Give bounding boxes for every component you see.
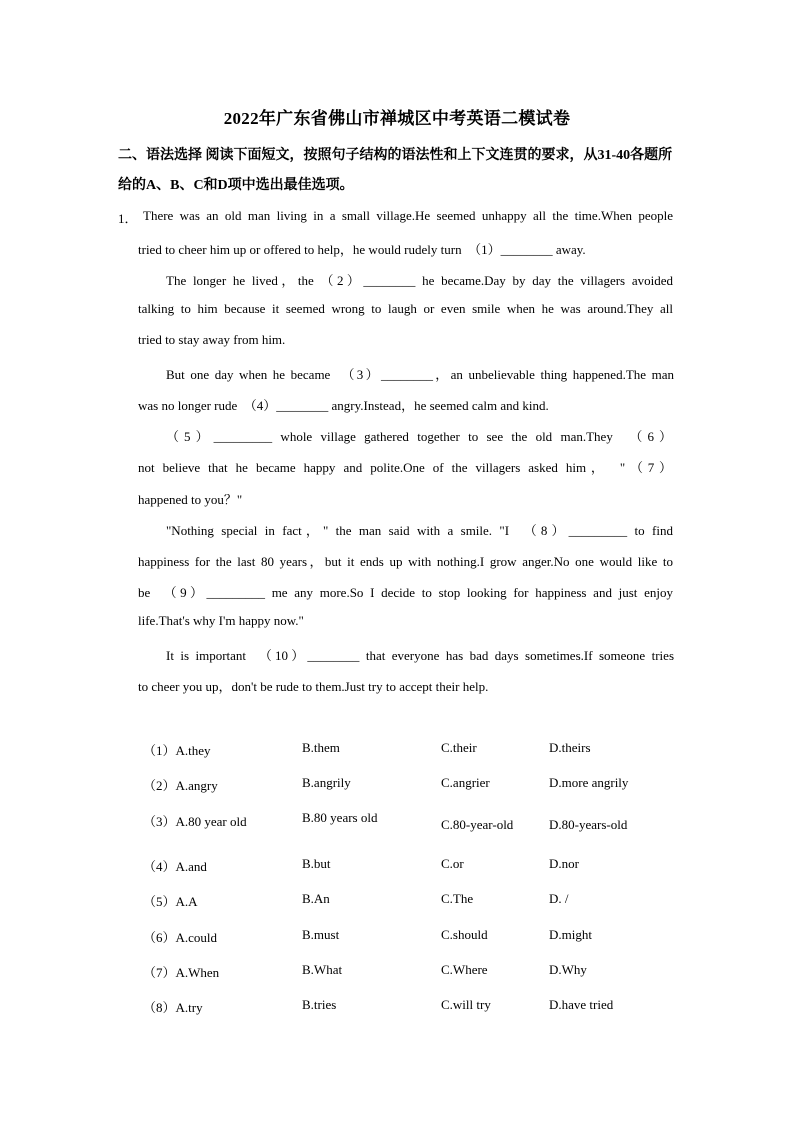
option-2b: B.angrily bbox=[302, 775, 351, 790]
option-4b: B.but bbox=[302, 856, 331, 871]
option-2d: D.more angrily bbox=[549, 775, 629, 790]
option-7d: D.Why bbox=[549, 962, 587, 977]
option-7b: B.What bbox=[302, 962, 343, 977]
option-3c: C.80-year-old bbox=[441, 817, 514, 832]
passage-line: （5）_________ whole village gathered together to see the old man.They （6） bbox=[166, 429, 672, 444]
option-8b: B.tries bbox=[302, 997, 337, 1012]
passage-line: happiness for the last 80 years，but it ends up with nothing.I grow anger.No one would like to bbox=[138, 554, 673, 569]
passage-line: not believe that he became happy and polite.One of the villagers asked him， "（7） bbox=[138, 460, 672, 475]
option-8a: （8）A.try bbox=[143, 1000, 203, 1015]
option-4d: D.nor bbox=[549, 856, 579, 871]
page-title: 2022年广东省佛山市禅城区中考英语二模试卷 bbox=[223, 109, 571, 128]
option-3b: B.80 years old bbox=[302, 810, 378, 825]
passage-line: But one day when he became （3）________，an unbelievable thing happened.The man bbox=[166, 367, 674, 382]
option-7c: C.Where bbox=[441, 962, 488, 977]
option-3d: D.80-years-old bbox=[549, 817, 628, 832]
option-5c: C.The bbox=[441, 891, 474, 906]
passage-line: be （9）_________ me any more.So I decide to stop looking for happiness and just enjoy bbox=[138, 585, 673, 600]
passage-line: There was an old man living in a small village.He seemed unhappy all the time.When people bbox=[143, 208, 673, 223]
option-2a: （2）A.angry bbox=[143, 778, 218, 793]
passage-line: "Nothing special in fact，" the man said with a smile. "I （8）_________ to find bbox=[166, 523, 673, 538]
option-8c: C.will try bbox=[441, 997, 491, 1012]
option-3a: （3）A.80 year old bbox=[143, 814, 247, 829]
question-number: 1． bbox=[118, 211, 138, 226]
option-1d: D.theirs bbox=[549, 740, 591, 755]
option-7a: （7）A.When bbox=[143, 965, 220, 980]
option-6c: C.should bbox=[441, 927, 488, 942]
passage-line: The longer he lived，the （2）________ he became.Day by day the villagers avoided bbox=[166, 273, 673, 288]
option-1b: B.them bbox=[302, 740, 340, 755]
passage-line: was no longer rude （4）________ angry.Instead，he seemed calm and kind. bbox=[138, 398, 549, 413]
option-2c: C.angrier bbox=[441, 775, 490, 790]
option-1a: （1）A.they bbox=[143, 743, 211, 758]
option-4a: （4）A.and bbox=[143, 859, 207, 874]
option-5d: D. / bbox=[549, 891, 569, 906]
option-4c: C.or bbox=[441, 856, 464, 871]
passage-line: talking to him because it seemed wrong to laugh or even smile when he was around.They all bbox=[138, 301, 673, 316]
passage-line: life.That's why I'm happy now." bbox=[138, 613, 304, 628]
passage-line: It is important （10）________ that everyone has bad days sometimes.If someone tries bbox=[166, 648, 674, 663]
passage-line: to cheer you up，don't be rude to them.Just try to accept their help. bbox=[138, 679, 489, 694]
option-6b: B.must bbox=[302, 927, 340, 942]
option-5a: （5）A.A bbox=[143, 894, 198, 909]
passage-line: tried to stay away from him. bbox=[138, 332, 286, 347]
option-1c: C.their bbox=[441, 740, 477, 755]
option-6d: D.might bbox=[549, 927, 592, 942]
passage-line: happened to you？" bbox=[138, 492, 243, 507]
section-heading: 二、语法选择 阅读下面短文，按照句子结构的语法性和上下文连贯的要求，从31-40各题所给的A、B、C和D项中选出最佳选项。 bbox=[118, 148, 673, 193]
passage-line: tried to cheer him up or offered to help，he would rudely turn （1）________ away. bbox=[138, 242, 586, 257]
option-8d: D.have tried bbox=[549, 997, 614, 1012]
option-5b: B.An bbox=[302, 891, 330, 906]
option-6a: （6）A.could bbox=[143, 930, 218, 945]
